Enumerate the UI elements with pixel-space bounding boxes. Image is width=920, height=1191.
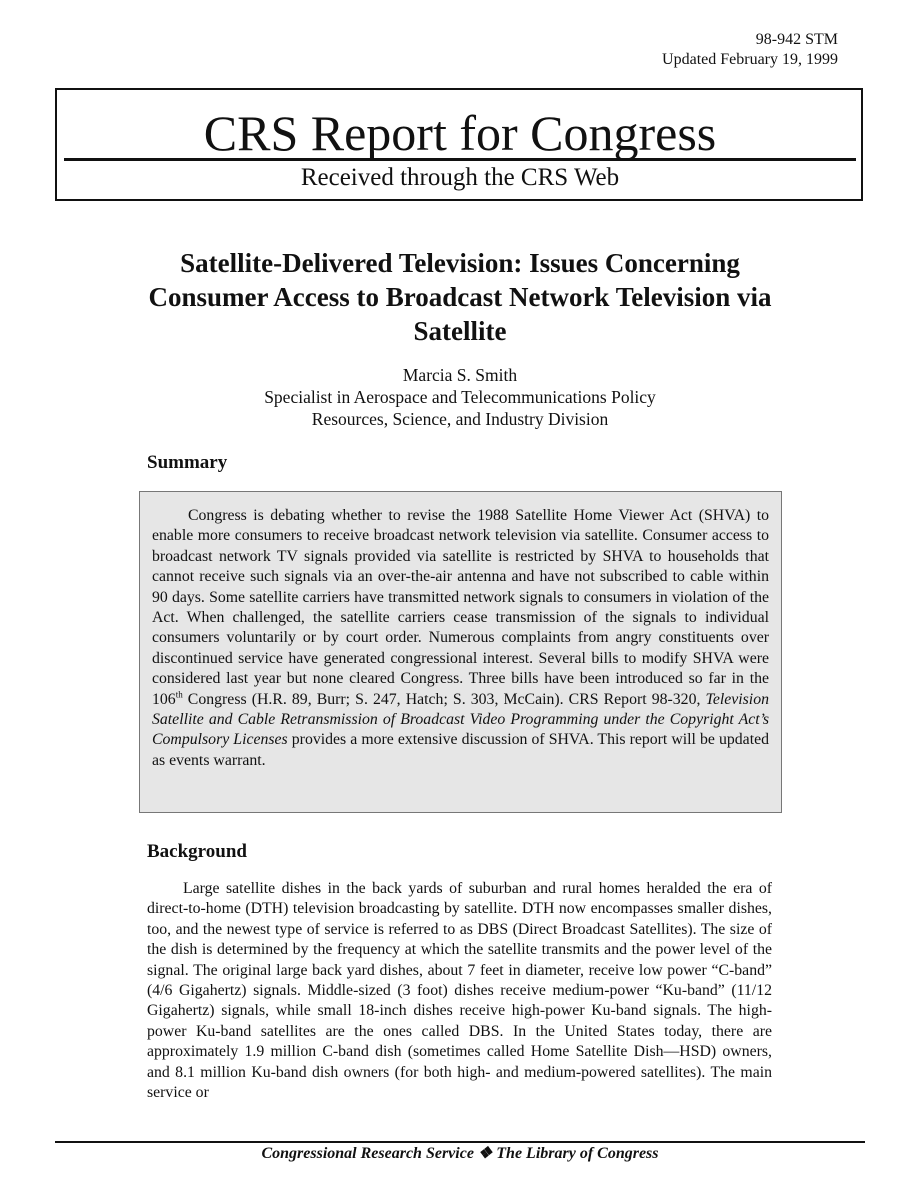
summary-superscript: th <box>175 689 183 700</box>
author-block <box>120 364 800 430</box>
background-paragraph: Large satellite dishes in the back yards of suburban and rural homes heralded the era of direct-to-home (DTH) television broadcasting by satellite. DTH now encompasses smaller dishes, too, and the newest type of service is referred to as DBS (Direct Broadcast Satellites). The size of the dish is determined by the frequency at which the satellite transmits and the power level of the signal. The original large back yard dishes, about 7 feet in diameter, receive low power “C-band” (4/6 Gigahertz) signals. Middle-sized (3 foot) dishes receive medium-power “Ku-band” (11/12 Gigahertz) signals, while small 18-inch dishes receive high-power Ku-band signals. The high-power Ku-band satellites are the ones called DBS. In the United States today, there are approximately 1.9 million C-band dish (sometimes called Home Satellite Dish—HSD) owners, and 8.1 million Ku-band dish owners (for both high- and medium-powered satellites). The main service or <box>147 880 772 1102</box>
summary-text-part3: provides a more extensive discussion of SHVA. This report will be updated as events warrant. <box>152 731 769 769</box>
summary-heading: Summary <box>147 452 228 473</box>
summary-text-part1: Congress is debating whether to revise the 1988 Satellite Home Viewer Act (SHVA) to enable more consumers to receive broadcast network television via satellite. Consumer access to broadcast network TV signals provided via satellite is restricted by SHVA to households that cannot receive such signals via an over-the-air antenna and have not subscribed to cable within 90 days. Some satellite carriers have transmitted network signals to consumers in violation of the Act. When challenged, the satellite carriers cease transmission of the signals to individual consumers voluntarily or by court order. Numerous complaints from angry constituents over discontinued service have generated congressional interest. Several bills to modify SHVA were considered last year but none cleared Congress. Three bills have been introduced so far in the 106 <box>152 507 769 708</box>
author-position: Specialist in Aerospace and Telecommunications Policy <box>264 387 656 407</box>
author-division: Resources, Science, and Industry Division <box>311 409 609 429</box>
report-number: 98-942 STM <box>755 31 838 48</box>
summary-cited-report-title: Television Satellite and Cable Retransmission of Broadcast Video Programming under the Copyright Act’s Compulsory Licenses <box>152 690 769 749</box>
summary-paragraph <box>152 506 769 771</box>
summary-text-part2: Congress (H.R. 89, Burr; S. 247, Hatch; S. 303, McCain). CRS Report 98-320, <box>182 690 706 708</box>
report-updated-date: Updated February 19, 1999 <box>662 51 838 68</box>
header-rule <box>64 158 856 161</box>
report-id-block <box>662 30 838 70</box>
author-name: Marcia S. Smith <box>402 365 518 385</box>
header-subtitle: Received through the CRS Web <box>300 164 620 191</box>
footer-text: Congressional Research Service ❖ The Library of Congress <box>261 1145 659 1162</box>
background-heading: Background <box>147 841 247 862</box>
summary-box <box>139 491 782 813</box>
document-title: Satellite-Delivered Television: Issues Concerning Consumer Access to Broadcast Network Television via Satellite <box>148 248 772 346</box>
header-title: CRS Report for Congress <box>203 105 717 161</box>
